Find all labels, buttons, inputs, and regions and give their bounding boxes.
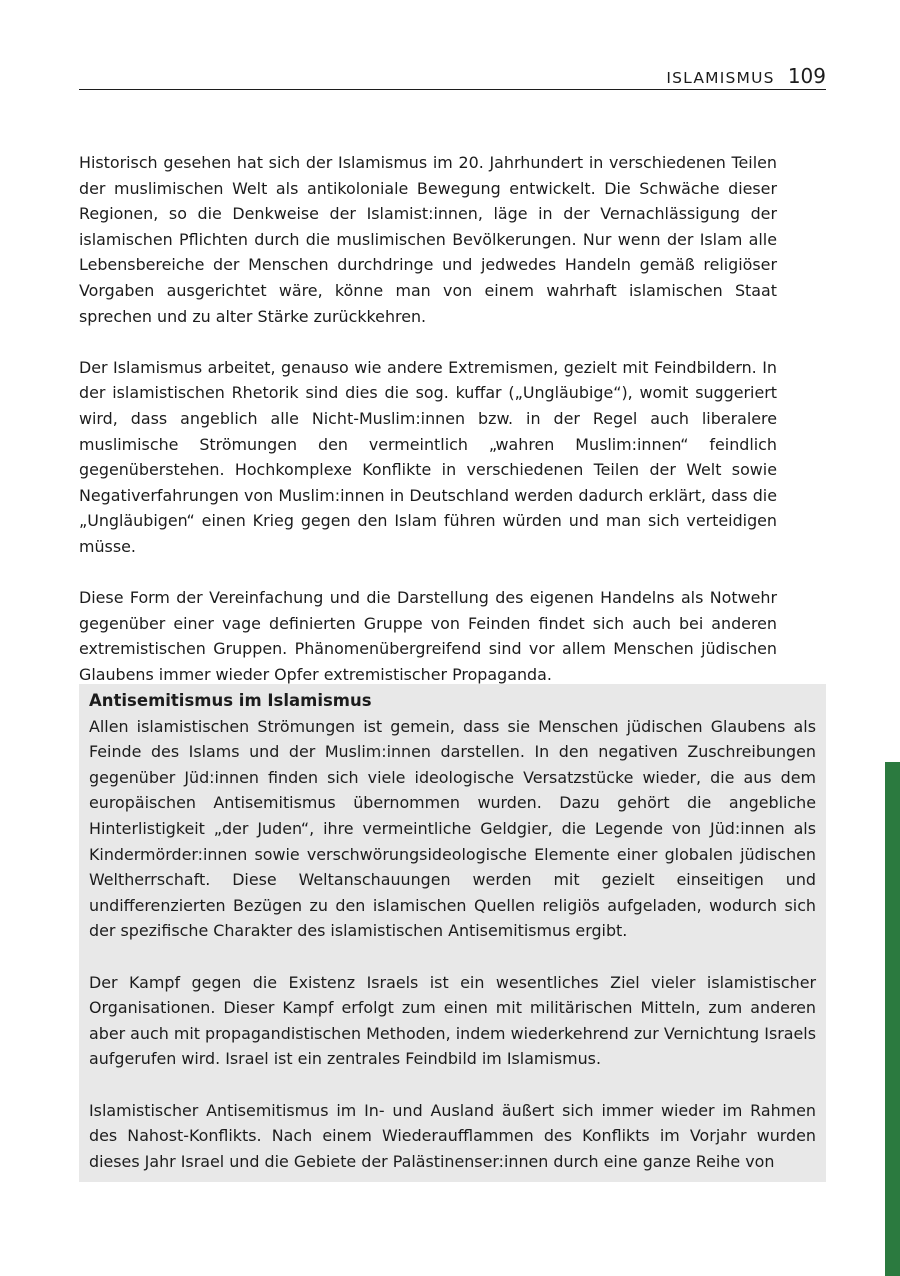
- paragraph-2: Der Islamismus arbeitet, genauso wie andere Extremismen, gezielt mit Feindbildern. In der islamistischen Rhetorik sind dies die sog. kuffar („Ungläubige“), womit suggeriert wird, dass angeblich alle Nicht-Muslim:innen bzw. in der Regel auch liberalere muslimische Strömungen den vermeintlich „wahren Muslim:innen“ feindlich gegenüberstehen. Hochkomplexe Konflikte in verschiedenen Teilen der Welt sowie Negativerfahrungen von Muslim:innen in Deutschland werden dadurch erklärt, dass die „Ungläubigen“ einen Krieg gegen den Islam führen würden und man sich verteidigen müsse.: [79, 357, 777, 556]
- info-box-title: Antisemitismus im Islamismus: [89, 691, 372, 710]
- body-text: [79, 150, 777, 713]
- info-box-paragraph-1: Allen islamistischen Strömungen ist gemein, dass sie Menschen jüdischen Glaubens als Feinde des Islams und der Muslim:innen darstellen. In den negativen Zuschreibungen gegenüber Jüd:innen finden sich viele ideologische Versatzstücke wieder, die aus dem europäischen Antisemitismus übernommen wurden. Dazu gehört die angebliche Hinterlistigkeit „der Juden“, ihre vermeintliche Geldgier, die Legende von Jüd:innen als Kindermörder:innen sowie verschwörungsideologische Elemente einer globalen jüdischen Weltherrschaft. Diese Weltanschauungen werden mit gezielt einseitigen und undifferenzierten Bezügen zu den islamischen Quellen religiös aufgeladen, wodurch sich der spezifische Charakter des islamistischen Antisemitismus ergibt.: [89, 716, 816, 941]
- info-box-paragraph-2: Der Kampf gegen die Existenz Israels ist ein wesentliches Ziel vieler islamistischer Organisationen. Dieser Kampf erfolgt zum einen mit militärischen Mitteln, zum anderen aber auch mit propagandistischen Methoden, indem wiederkehrend zur Vernichtung Israels aufgerufen wird. Israel ist ein zentrales Feindbild im Islamismus.: [89, 972, 816, 1069]
- paragraph-3: Diese Form der Vereinfachung und die Darstellung des eigenen Handelns als Notwehr gegenüber einer vage definierten Gruppe von Feinden findet sich auch bei anderen extremistischen Gruppen. Phänomenübergreifend sind vor allem Menschen jüdischen Glaubens immer wieder Opfer extremistischer Propaganda.: [79, 588, 777, 684]
- info-box-paragraph-3: Islamistischer Antisemitismus im In- und Ausland äußert sich immer wieder im Rahmen des Nahost-Konflikts. Nach einem Wiederaufflammen des Konflikts im Vorjahr wurden dieses Jahr Israel und die Gebiete der Palästinenser:innen durch eine ganze Reihe von: [89, 1100, 816, 1171]
- running-title: ISLAMISMUS: [666, 69, 775, 87]
- paragraph-1: Historisch gesehen hat sich der Islamismus im 20. Jahrhundert in verschiedenen Teilen der muslimischen Welt als antikoloniale Bewegung entwickelt. Die Schwäche dieser Regionen, so die Denkweise der Islamist:innen, läge in der Vernachlässigung der islamischen Pflichten durch die muslimischen Bevölkerungen. Nur wenn der Islam alle Lebensbereiche der Menschen durchdringe und jedwedes Handeln gemäß religiöser Vorgaben ausgerichtet wäre, könne man von einem wahrhaft islamischen Staat sprechen und zu alter Stärke zurückkehren.: [79, 153, 777, 326]
- info-box: [79, 684, 826, 1182]
- running-header: [79, 58, 826, 90]
- chapter-side-tab: [885, 762, 900, 1276]
- page-number: 109: [787, 64, 826, 88]
